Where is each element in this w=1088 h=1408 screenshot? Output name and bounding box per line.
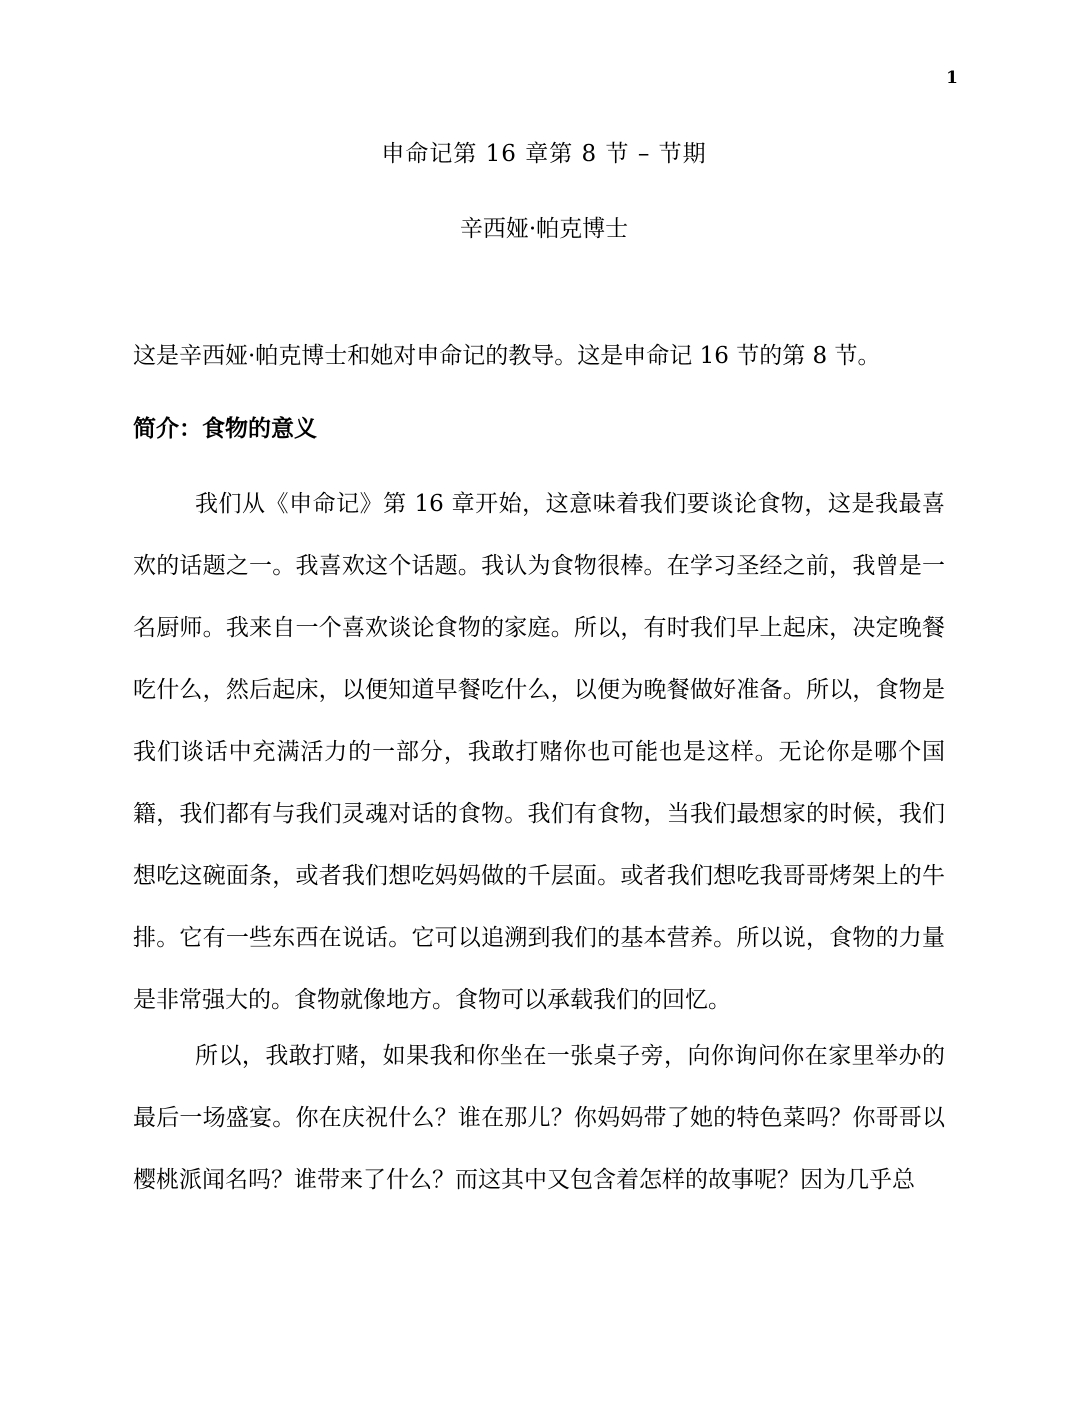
section-heading: 简介：食物的意义 [133, 415, 317, 442]
page-number: 1 [946, 68, 958, 88]
body-paragraph-2: 所以，我敢打赌，如果我和你坐在一张桌子旁，向你询问你在家里举办的最后一场盛宴。你在庆祝什么？谁在那儿？你妈妈带了她的特色菜吗？你哥哥以樱桃派闻名吗？谁带来了什么？而这其中又包含着怎样的故事呢？因为几乎总 [133, 1043, 945, 1193]
intro-text: 这是辛西娅·帕克博士和她对申命记的教导。这是申命记 16 节的第 8 节。 [133, 343, 881, 369]
author-name: 辛西娅·帕克博士 [459, 216, 629, 242]
document-title: 申命记第 16 章第 8 节 – 节期 [381, 141, 707, 167]
body-paragraph-1: 我们从《申命记》第 16 章开始，这意味着我们要谈论食物，这是我最喜欢的话题之一。我喜欢这个话题。我认为食物很棒。在学习圣经之前，我曾是一名厨师。我来自一个喜欢谈论食物的家庭。所以，有时我们早上起床，决定晚餐吃什么，然后起床，以便知道早餐吃什么，以便为晚餐做好准备。所以，食物是我们谈话中充满活力的一部分，我敢打赌你也可能也是这样。无论你是哪个国籍，我们都有与我们灵魂对话的食物。我们有食物，当我们最想家的时候，我们想吃这碗面条，或者我们想吃妈妈做的千层面。或者我们想吃我哥哥烤架上的牛排。它有一些东西在说话。它可以追溯到我们的基本营养。所以说，食物的力量是非常强大的。食物就像地方。食物可以承载我们的回忆。 [133, 491, 945, 1013]
